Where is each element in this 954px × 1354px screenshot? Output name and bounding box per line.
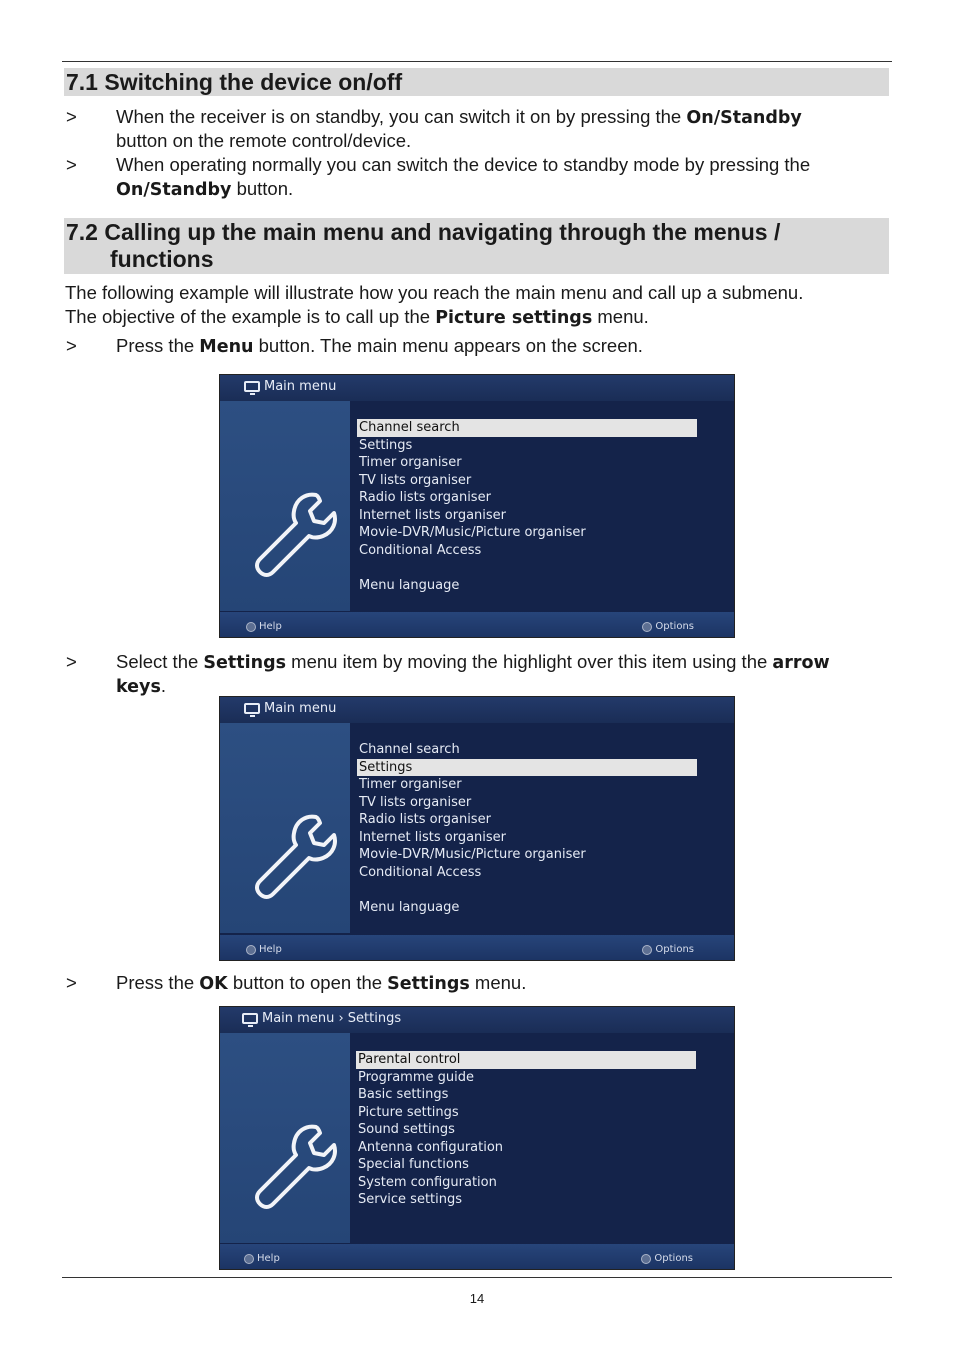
menu-item[interactable]: Channel search <box>359 742 460 757</box>
key-name: arrow <box>772 653 830 673</box>
help-hint <box>246 944 282 955</box>
paragraph-line <box>116 650 830 675</box>
menu-item[interactable]: Menu language <box>359 577 460 593</box>
screen-title <box>244 701 336 716</box>
paragraph-line <box>116 971 526 996</box>
options-label: Options <box>655 944 694 955</box>
text: button. The main menu appears on the screen. <box>253 335 643 356</box>
page-number: 14 <box>469 1291 485 1306</box>
screen-title <box>242 1011 401 1026</box>
menu-item[interactable]: Timer organiser <box>359 455 462 470</box>
bullet-marker: > <box>66 106 77 127</box>
help-label: Help <box>259 621 282 632</box>
text: menu. <box>469 972 527 993</box>
left-panel <box>220 723 350 933</box>
left-panel <box>220 1033 350 1243</box>
bottom-rule <box>62 1277 892 1278</box>
paragraph-line <box>116 153 810 177</box>
screen-title-bar <box>220 1007 734 1033</box>
menu-item[interactable]: Conditional Access <box>359 864 482 880</box>
paragraph-line <box>65 281 803 305</box>
menu-list <box>357 741 697 916</box>
help-button-icon <box>246 945 256 955</box>
paragraph-line <box>65 305 649 330</box>
left-panel <box>220 401 350 611</box>
text: When the receiver is on standby, you can switch it on by pressing the <box>116 106 687 127</box>
help-hint <box>244 1253 280 1264</box>
text: . <box>160 675 167 696</box>
menu-item[interactable]: Sound settings <box>358 1122 455 1137</box>
screen-title <box>244 379 336 394</box>
tv-screen-settings-menu <box>219 1006 735 1270</box>
paragraph-line <box>116 129 411 153</box>
text: button on the remote control/device. <box>116 130 412 151</box>
key-name: On/Standby <box>116 180 232 200</box>
section-heading-7-2 <box>64 218 889 274</box>
screen-footer <box>220 935 734 960</box>
paragraph-line <box>116 674 166 699</box>
bullet-marker: > <box>66 335 77 356</box>
screen-title-text: Main menu › Settings <box>262 1011 402 1026</box>
text: menu. <box>592 306 649 327</box>
screen-title-bar <box>220 697 734 723</box>
menu-item[interactable]: Basic settings <box>358 1087 449 1102</box>
key-name: On/Standby <box>686 108 802 128</box>
tv-icon <box>244 381 260 392</box>
options-label: Options <box>654 1253 693 1264</box>
menu-item[interactable]: Radio lists organiser <box>359 490 491 505</box>
options-hint <box>642 944 694 955</box>
options-button-icon <box>642 945 652 955</box>
text: menu item by moving the highlight over this item using the <box>286 651 773 672</box>
text: Press the <box>116 972 200 993</box>
menu-item[interactable]: Movie-DVR/Music/Picture organiser <box>359 847 586 862</box>
help-label: Help <box>257 1253 280 1264</box>
section-heading-7-1: 7.1 Switching the device on/off <box>64 68 889 96</box>
text: The objective of the example is to call up the <box>65 306 436 327</box>
screen-footer <box>220 1244 734 1269</box>
text: Press the <box>116 335 200 356</box>
menu-list <box>356 1051 696 1209</box>
wrench-icon <box>248 489 338 579</box>
paragraph-line <box>116 177 293 202</box>
menu-item[interactable]: Settings <box>357 759 697 777</box>
menu-item[interactable]: TV lists organiser <box>359 794 472 810</box>
help-button-icon <box>244 1254 254 1264</box>
top-rule <box>62 61 892 62</box>
options-label: Options <box>655 621 694 632</box>
menu-item[interactable]: Conditional Access <box>359 542 482 558</box>
menu-item[interactable]: Programme guide <box>358 1069 474 1085</box>
wrench-icon <box>248 1121 338 1211</box>
options-hint <box>641 1253 693 1264</box>
tv-screen-main-menu <box>219 374 735 638</box>
help-label: Help <box>259 944 282 955</box>
menu-item[interactable]: Internet lists organiser <box>359 507 507 523</box>
help-button-icon <box>246 622 256 632</box>
menu-item[interactable]: Settings <box>359 437 413 453</box>
menu-item[interactable]: Service settings <box>358 1192 463 1207</box>
options-button-icon <box>642 622 652 632</box>
screen-footer <box>220 612 734 637</box>
text: When operating normally you can switch the device to standby mode by pressing the <box>116 154 811 175</box>
bullet-marker: > <box>66 972 77 993</box>
text: The following example will illustrate how you reach the main menu and call up a submenu. <box>65 282 804 303</box>
screen-title-text: Main menu <box>264 379 337 394</box>
menu-item[interactable]: Menu language <box>359 899 460 915</box>
menu-list <box>357 419 697 594</box>
tv-icon <box>244 703 260 714</box>
text: Select the <box>116 651 204 672</box>
key-name: Picture settings <box>435 308 593 328</box>
menu-item[interactable]: TV lists organiser <box>359 472 472 488</box>
text: button to open the <box>227 972 388 993</box>
menu-item[interactable]: Antenna configuration <box>358 1139 504 1155</box>
key-name: keys <box>116 677 161 697</box>
tv-icon <box>242 1013 258 1024</box>
screen-title-text: Main menu <box>264 701 337 716</box>
menu-item[interactable]: System configuration <box>358 1174 497 1190</box>
heading-line-2: functions <box>110 246 214 272</box>
menu-item[interactable]: Timer organiser <box>359 777 462 792</box>
options-button-icon <box>641 1254 651 1264</box>
heading-line-1: 7.2 Calling up the main menu and navigating through the menus / <box>66 219 781 245</box>
menu-item[interactable]: Picture settings <box>358 1104 459 1120</box>
tv-screen-main-menu-settings-highlighted <box>219 696 735 961</box>
help-hint <box>246 621 282 632</box>
paragraph-line <box>116 334 643 359</box>
key-name: Settings <box>387 974 470 994</box>
menu-item[interactable]: Movie-DVR/Music/Picture organiser <box>359 525 586 540</box>
menu-item[interactable]: Special functions <box>358 1157 469 1172</box>
menu-item[interactable]: Channel search <box>357 419 697 437</box>
menu-item[interactable]: Internet lists organiser <box>359 829 507 845</box>
options-hint <box>642 621 694 632</box>
key-name: Menu <box>199 337 254 357</box>
key-name: Settings <box>203 653 287 673</box>
wrench-icon <box>248 811 338 901</box>
paragraph-line <box>116 105 802 130</box>
key-name: OK <box>199 974 228 994</box>
menu-item[interactable]: Radio lists organiser <box>359 812 491 827</box>
screen-title-bar <box>220 375 734 401</box>
bullet-marker: > <box>66 154 77 175</box>
bullet-marker: > <box>66 651 77 672</box>
menu-item[interactable]: Parental control <box>356 1051 696 1069</box>
text: button. <box>231 178 294 199</box>
